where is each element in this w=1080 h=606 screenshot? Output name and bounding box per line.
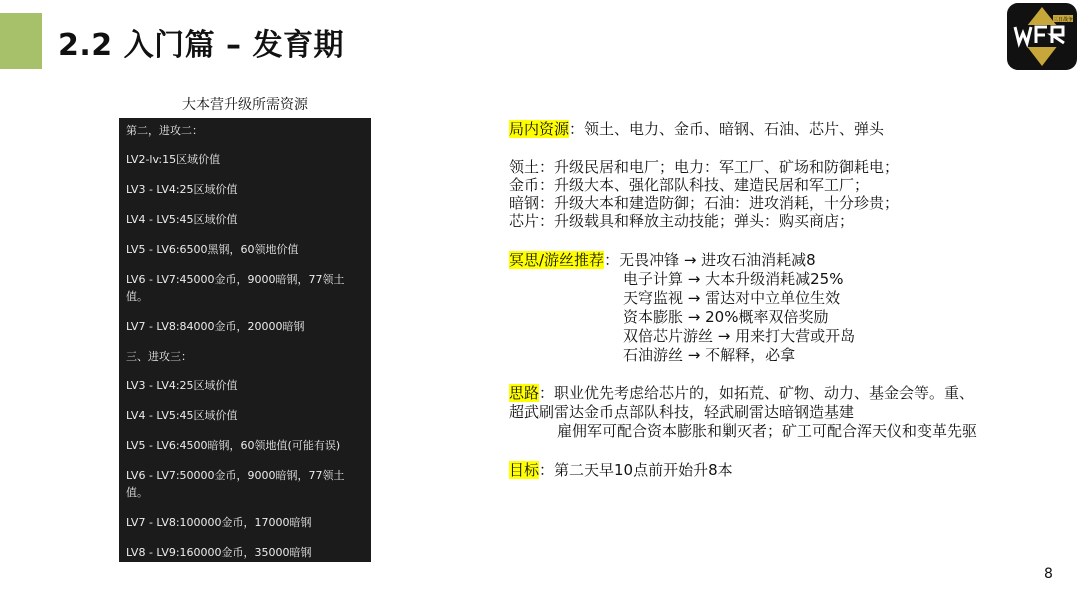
recommend-item: 双倍芯片游丝 → 用来打大营或开岛 [623,327,856,345]
table-line: LV5 - LV6:6500黑钢，60领地价值 [126,243,299,256]
table-line: LV7 - LV8:84000金币，20000暗钢 [126,320,305,333]
goal-line: 目标：第二天早10点前开始升8本 [509,461,733,479]
table-line: LV4 - LV5:45区域价值 [126,409,238,422]
table-line: LV5 - LV6:4500暗钢，60领地值(可能有误) [126,439,341,452]
table-caption: 大本营升级所需资源 [182,97,308,113]
resource-detail: 领土：升级民居和电厂；电力：军工厂、矿场和防御耗电； [509,158,900,176]
resource-detail: 金币：升级大本、强化部队科技、建造民居和军工厂； [509,176,870,194]
strategy-line-2: 超武刷雷达金币点部队科技，轻武刷雷达暗钢造基建 [509,403,855,421]
table-line: 三、进攻三： [126,350,192,363]
table-line: LV4 - LV5:45区域价值 [126,213,238,226]
wfr-logo-icon [1007,3,1077,70]
strategy-line-3: 雇佣军可配合资本膨胀和剿灭者；矿工可配合浑天仪和变革先驱 [557,422,978,440]
recommend-item: ：无畏冲锋 → 进攻石油消耗减8 [604,251,816,269]
resource-detail: 暗钢：升级大本和建造防御；石油：进攻消耗，十分珍贵； [509,194,900,212]
resources-label: 局内资源 [509,120,570,138]
recommend-item: 石油游丝 → 不解释，必拿 [623,346,796,364]
table-line: LV7 - LV8:100000金币，17000暗钢 [126,516,312,529]
recommend-line [509,252,816,270]
table-line: LV3 - LV4:25区域价值 [126,379,238,392]
resources-summary [509,121,884,139]
recommend-label: 冥思/游丝推荐 [509,251,605,269]
table-line: LV8 - LV9:160000金币，35000暗钢 [126,546,312,559]
goal-label: 目标 [509,461,540,479]
table-line: LV6 - LV7:50000金币，9000暗钢，77领土值。 [126,469,345,499]
table-line: LV2-lv:15区域价值 [126,153,221,166]
recommend-item: 天穹监视 → 雷达对中立单位生效 [623,289,841,307]
resource-table-panel [119,118,371,562]
table-line: 第二，进攻二： [126,124,203,137]
resource-detail: 芯片：升级载具和释放主动技能；弹头：购买商店； [509,212,855,230]
logo-small-text: 三日战争 [1052,17,1074,23]
page-number: 8 [1044,566,1053,582]
page-title: 2.2 入门篇 – 发育期 [58,28,344,63]
strategy-line: 思路：职业优先考虑给芯片的，如拓荒、矿物、动力、基金会等。重、 [509,384,975,402]
table-line: LV3 - LV4:25区域价值 [126,183,238,196]
accent-bar [0,13,42,69]
strategy-label: 思路 [509,384,540,402]
table-line: LV6 - LV7:45000金币，9000暗钢，77领土值。 [126,273,345,303]
recommend-item: 电子计算 → 大本升级消耗减25% [623,270,844,288]
resources-summary-text: ：领土、电力、金币、暗钢、石油、芯片、弹头 [569,120,885,138]
recommend-item: 资本膨胀 → 20%概率双倍奖励 [623,308,829,326]
